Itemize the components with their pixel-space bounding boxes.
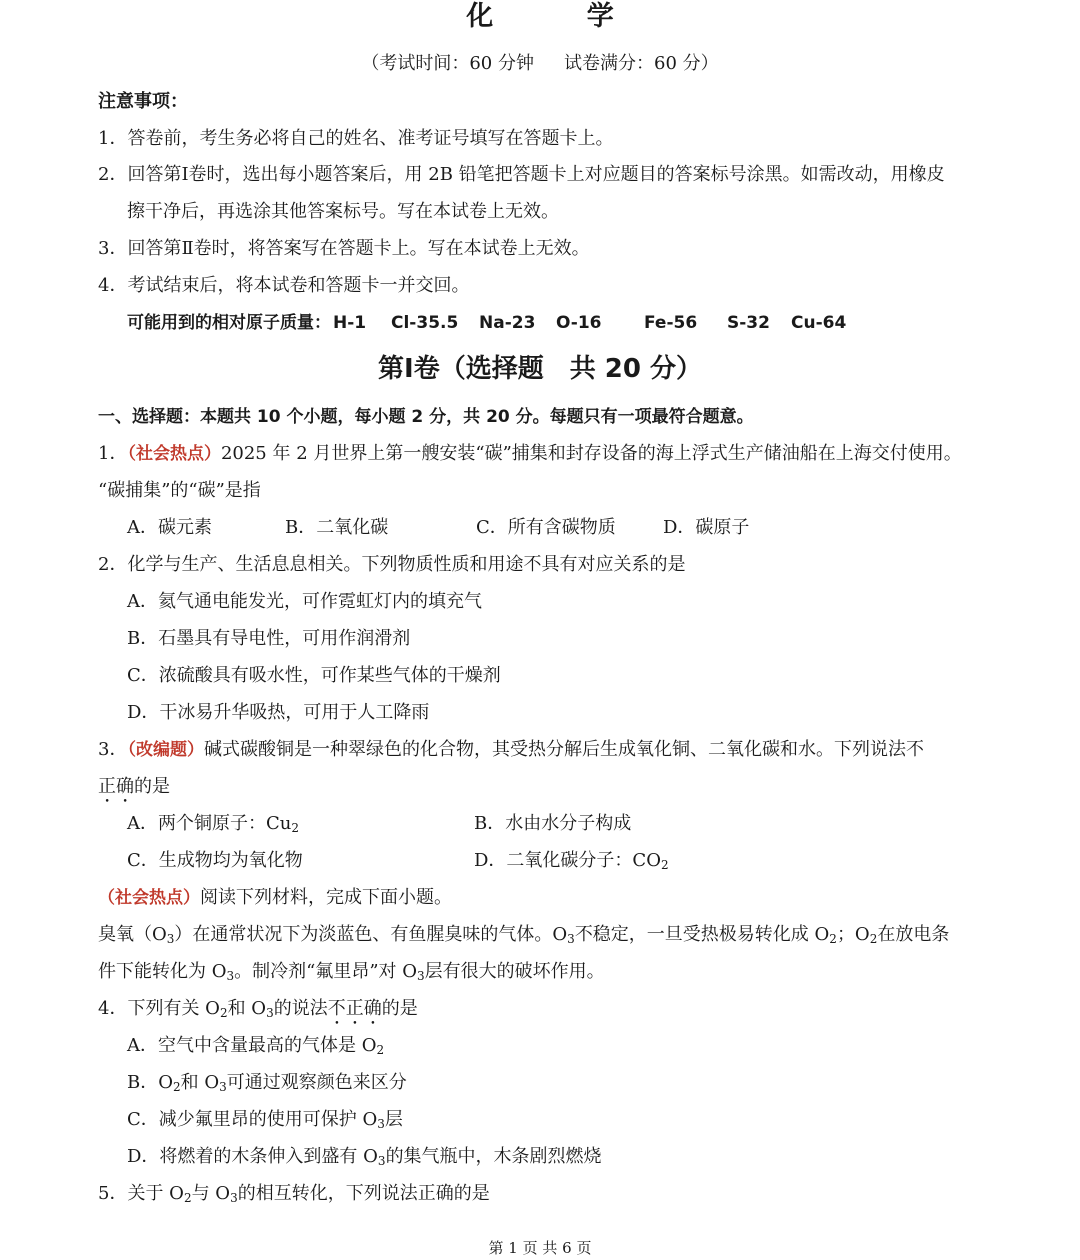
mat-p1c: 不稳定，一旦受热极易转化成 O — [574, 924, 830, 945]
q1-text: 2025 年 2 月世界上第一艘安装“碳”捕集和封存设备的海上浮式生产储油船在上海交付使用。 — [220, 443, 962, 464]
material-tag: （社会热点） — [98, 888, 200, 908]
q4-a: 4．下列有关 O — [98, 998, 220, 1019]
q4-opt-d-b: 的集气瓶中，木条剧烈燃烧 — [385, 1146, 602, 1167]
sub-2: 2 — [376, 1043, 385, 1057]
mass-o: O-16 — [556, 313, 602, 333]
mat-p1a: 臭氧（O — [98, 924, 167, 945]
sub-2: 2 — [869, 932, 878, 946]
mass-s: S-32 — [727, 313, 770, 333]
q3-option-a — [127, 812, 299, 836]
q4-opt-b-c: 可通过观察颜色来区分 — [226, 1072, 407, 1093]
exam-info — [0, 52, 1080, 76]
mat-p2a: 件下能转化为 O — [98, 961, 227, 982]
mass-cu: Cu-64 — [791, 313, 847, 333]
q4-opt-d-a: D．将燃着的木条伸入到盛有 O — [127, 1146, 378, 1167]
q3-option-a-sub: 2 — [291, 821, 300, 835]
q1-option-c: C．所有含碳物质 — [476, 517, 616, 538]
material-intro-text: 阅读下列材料，完成下面小题。 — [200, 887, 452, 908]
q2-option-d: D．干冰易升华吸热，可用于人工降雨 — [127, 702, 430, 723]
page-title: 化 学 — [466, 1, 656, 32]
question-4 — [98, 997, 418, 1029]
q4-opt-a-text: A．空气中含量最高的气体是 O — [127, 1035, 377, 1056]
q4-opt-c-b: 层 — [384, 1109, 403, 1130]
atomic-masses — [127, 311, 846, 335]
q4-d: 的是 — [381, 998, 418, 1019]
q3-number: 3． — [98, 739, 128, 760]
q3-option-b: B．水由水分子构成 — [474, 813, 632, 834]
q1-option-b: B．二氧化碳 — [285, 517, 389, 538]
mat-p1d: ；O — [836, 924, 870, 945]
q1-option-a: A．碳元素 — [127, 517, 212, 538]
material-paragraph-2 — [98, 960, 605, 984]
q3-option-a-text: A．两个铜原子：Cu — [127, 813, 292, 834]
q3-tag: （改编题） — [127, 740, 204, 760]
sub-2: 2 — [172, 1080, 181, 1094]
q5-a: 5．关于 O — [98, 1183, 184, 1204]
material-paragraph-1 — [98, 923, 949, 947]
q3-text-cont — [98, 775, 170, 807]
q4-option-c — [127, 1108, 403, 1132]
q3-option-d-sub: 2 — [660, 858, 669, 872]
sub-3: 3 — [166, 932, 175, 946]
mat-p1b: ）在通常状况下为淡蓝色、有鱼腥臭味的气体。O — [174, 924, 568, 945]
mat-p1e: 在放电条 — [877, 924, 950, 945]
mass-cl: Cl-35.5 — [391, 313, 459, 333]
notice-heading: 注意事项： — [98, 91, 188, 112]
q1-option-d: D．碳原子 — [663, 517, 750, 538]
sub-3: 3 — [219, 1080, 227, 1094]
q3-text-rest: 的是 — [134, 776, 170, 797]
q1-text-cont: “碳捕集”的“碳”是指 — [98, 480, 261, 501]
sub-3: 3 — [417, 969, 425, 983]
exam-time: （考试时间：60 分钟 — [361, 53, 534, 74]
full-score: 试卷满分：60 分） — [564, 53, 719, 74]
sub-3: 3 — [226, 969, 235, 983]
q1-number: 1． — [98, 443, 128, 464]
sub-3: 3 — [377, 1117, 385, 1131]
notice-item-3: 3．回答第Ⅱ卷时，将答案写在答题卡上。写在本试卷上无效。 — [98, 238, 590, 259]
mass-fe: Fe-56 — [644, 313, 698, 333]
q4-opt-b-a: B．O — [127, 1072, 173, 1093]
notice-item-2-cont: 擦干净后，再选涂其他答案标号。写在本试卷上无效。 — [127, 201, 559, 222]
section-title: 第Ⅰ卷（选择题 共 20 分） — [378, 354, 702, 384]
q1-options — [127, 516, 749, 540]
q4-opt-c-a: C．减少氟里昂的使用可保护 O — [127, 1109, 378, 1130]
question-2: 2．化学与生产、生活息息相关。下列物质性质和用途不具有对应关系的是 — [98, 554, 686, 575]
sub-2: 2 — [219, 1006, 228, 1020]
section-instruction: 一、选择题：本题共 10 个小题，每小题 2 分，共 20 分。每题只有一项最符合题意。 — [98, 407, 754, 427]
sub-3: 3 — [377, 1154, 386, 1168]
question-1 — [98, 442, 962, 466]
q4-option-d — [127, 1145, 602, 1169]
mass-h: H-1 — [333, 313, 367, 333]
q4-emphasis: 不正确 — [327, 998, 382, 1019]
mass-na: Na-23 — [479, 313, 536, 333]
question-5 — [98, 1182, 490, 1206]
q5-b: 与 O — [191, 1183, 231, 1204]
q1-tag: （社会热点） — [127, 444, 221, 464]
sub-3: 3 — [567, 932, 575, 946]
mat-p2b: 。制冷剂“氟里昂”对 O — [234, 961, 418, 982]
q4-option-a — [127, 1034, 384, 1058]
sub-2: 2 — [829, 932, 837, 946]
notice-item-1: 1．答卷前，考生务必将自己的姓名、准考证号填写在答题卡上。 — [98, 128, 614, 149]
mat-p2c: 层有很大的破坏作用。 — [424, 961, 605, 982]
notice-item-4: 4．考试结束后，将本试卷和答题卡一并交回。 — [98, 275, 470, 296]
q3-option-d-text: D．二氧化碳分子：CO — [474, 850, 661, 871]
q2-option-b: B．石墨具有导电性，可用作润滑剂 — [127, 628, 411, 649]
sub-3: 3 — [230, 1191, 238, 1205]
page-footer: 第 1 页 共 6 页 — [488, 1239, 592, 1257]
sub-2: 2 — [183, 1191, 192, 1205]
q3-option-c: C．生成物均为氧化物 — [127, 850, 303, 871]
q2-option-c: C．浓硫酸具有吸水性，可作某些气体的干燥剂 — [127, 665, 501, 686]
q3-emphasis: 正确 — [98, 776, 134, 797]
notice-item-2: 2．回答第Ⅰ卷时，选出每小题答案后，用 2B 铅笔把答题卡上对应题目的答案标号涂黑。如需改动，用橡皮 — [98, 164, 945, 185]
atomic-mass-label: 可能用到的相对原子质量： — [127, 313, 331, 333]
q5-c: 的相互转化，下列说法正确的是 — [237, 1183, 490, 1204]
q3-text: 碱式碳酸铜是一种翠绿色的化合物，其受热分解后生成氧化铜、二氧化碳和水。下列说法不 — [203, 739, 924, 760]
q3-option-d — [474, 849, 669, 873]
q4-option-b — [127, 1071, 407, 1095]
q4-opt-b-b: 和 O — [180, 1072, 220, 1093]
sub-3: 3 — [266, 1006, 274, 1020]
material-intro — [98, 886, 452, 910]
q2-option-a: A．氦气通电能发光，可作霓虹灯内的填充气 — [127, 591, 482, 612]
question-3 — [98, 738, 924, 762]
q4-b: 和 O — [227, 998, 267, 1019]
q4-c: 的说法 — [273, 998, 328, 1019]
